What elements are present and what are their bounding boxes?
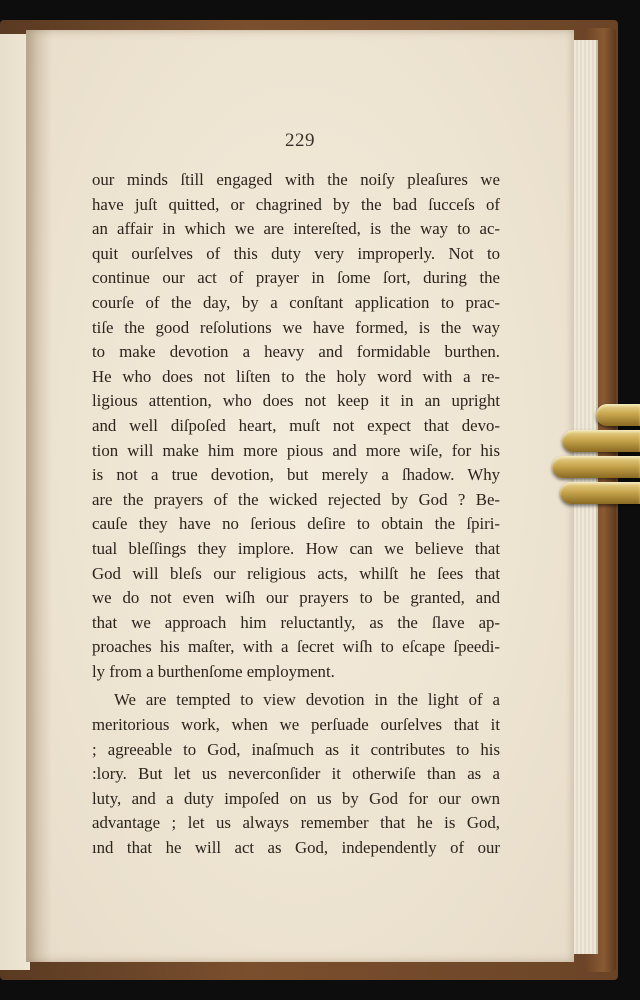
text-line: proaches his maſter, with a ſecret wiſh to eſcape ſpeedi- — [92, 637, 500, 657]
clamp-finger — [552, 456, 640, 478]
brass-page-clamp — [548, 400, 640, 524]
page-number: 229 — [285, 130, 315, 151]
text-line: are the prayers of the wicked rejected by God ? Be- — [92, 489, 500, 509]
clamp-finger — [596, 404, 640, 426]
text-line: :lory. But let us neverconſider it otherwiſe than as a — [92, 764, 500, 784]
text-line: tiſe the good reſolutions we have formed, is the way — [92, 317, 500, 337]
text-line: tion will make him more pious and more wiſe, for his — [92, 440, 500, 460]
text-line: tual bleſſings they implore. How can we believe that — [92, 538, 500, 558]
text-line: courſe of the day, by a conſtant application to prac- — [92, 292, 500, 312]
text-line: ınd that he will act as God, independently of our — [92, 838, 500, 858]
text-line: continue our act of prayer in ſome ſort, during the — [92, 268, 500, 288]
text-line: cauſe they have no ſerious deſire to obtain the ſpiri- — [92, 514, 500, 534]
clamp-finger — [560, 482, 640, 504]
paragraph-1 — [92, 168, 500, 684]
text-line: meritorious work, when we perſuade ourſelves that it — [92, 715, 500, 735]
text-line: to make devotion a heavy and formidable burthen. — [92, 342, 500, 362]
text-line: God will bleſs our religious acts, whilſt he ſees that — [92, 563, 500, 583]
paragraph-2 — [92, 688, 500, 860]
text-line: that we approach him reluctantly, as the ſlave ap- — [92, 612, 500, 632]
text-line: We are tempted to view devotion in the light of a — [114, 690, 500, 710]
book-page — [26, 30, 574, 962]
text-line: our minds ſtill engaged with the noiſy pleaſures we — [92, 170, 500, 189]
text-line: luty, and a duty impoſed on us by God for our own — [92, 788, 500, 808]
text-line: have juſt quitted, or chagrined by the bad ſucceſs of — [92, 194, 500, 214]
body-text — [92, 168, 500, 861]
text-line: advantage ; let us always remember that he is God, — [92, 813, 500, 833]
text-line: an affair in which we are intereſted, is the way to ac- — [92, 219, 500, 239]
gutter-shadow — [26, 30, 52, 962]
text-line: ly from a burthenſome employment. — [92, 661, 335, 681]
text-line: we do not even wiſh our prayers to be granted, and — [92, 588, 500, 608]
text-line: He who does not liſten to the holy word with a re- — [92, 366, 500, 386]
text-line: quit ourſelves of this duty very improperly. Not to — [92, 243, 500, 263]
text-line: and well diſpoſed heart, muſt not expect that devo- — [92, 415, 500, 435]
text-line: ligious attention, who does not keep it in an upright — [92, 391, 500, 411]
text-line: ; agreeable to God, inaſmuch as it contributes to his — [92, 739, 500, 759]
text-line: is not a true devotion, but merely a ſhadow. Why — [92, 465, 500, 485]
clamp-finger — [562, 430, 640, 452]
